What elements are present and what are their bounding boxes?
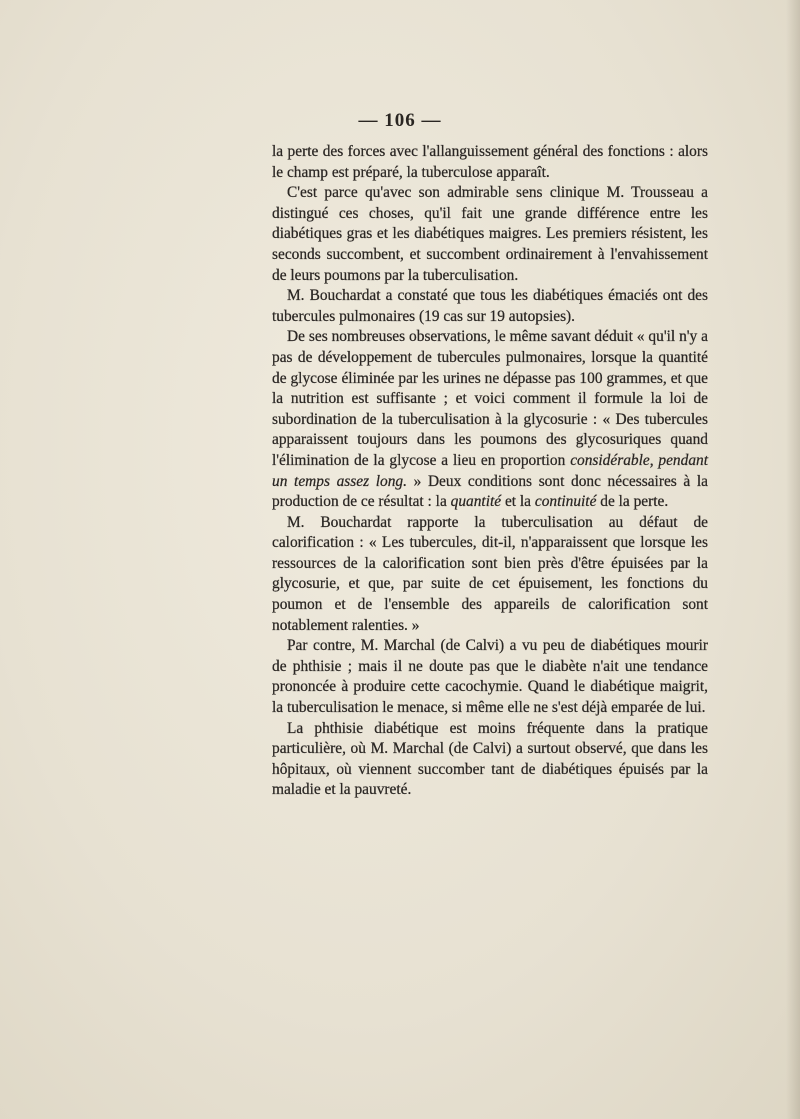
- paragraph-6: [272, 636, 708, 718]
- italic-text: considérable, pendant un temps assez long.: [272, 451, 708, 490]
- text-run: » Deux conditions sont donc nécessaires à la production de ce résultat : la: [272, 472, 709, 511]
- text-run: C'est parce qu'avec son admirable sens clinique M. Trousseau a distingué ces choses, qu'il fait une grande différence entre les diabétiques gras et les diabétiques maigres. Les premiers résistent, les seconds succombent, et succombent ordinairement à l'envahissement de leurs poumons par la tuberculisation.: [272, 184, 708, 284]
- paragraph-7: [272, 719, 708, 801]
- text-run: la perte des forces avec l'allanguissement général des fonctions : alors le champ est préparé, la tuberculose apparaît.: [272, 143, 708, 181]
- paragraph-4: [272, 327, 708, 512]
- page-edge-shadow: [786, 0, 800, 1119]
- italic-text: continuité: [534, 493, 597, 511]
- italic-text: quantité: [450, 493, 502, 511]
- text-run: Par contre, M. Marchal (de Calvi) a vu peu de diabétiques mourir de phthisie ; mais il ne doute pas que le diabète n'ait une tendance prononcée à produire cette cacochymie. Quand le diabétique maigrit, la tuberculisation le menace, si même elle ne s'est déjà emparée de lui.: [272, 637, 708, 717]
- paragraph-1: [272, 142, 708, 183]
- page-number: — 106 —: [358, 110, 442, 131]
- text-run: et la: [501, 493, 535, 511]
- text-run: La phthisie diabétique est moins fréquente dans la pratique particulière, où M. Marchal (de Calvi) a surtout observé, que dans les hôpitaux, où viennent succomber tant de diabétiques épuisés par la maladie et la pauvreté.: [272, 719, 708, 799]
- paragraph-5: [272, 513, 708, 637]
- paragraph-2: [272, 183, 708, 286]
- text-run: M. Bouchardat rapporte la tuberculisation au défaut de calorification : « Les tubercules, dit-il, n'apparaissent que lorsque les ressources de la calorification sont bien près d'être épuisées par la glycosurie, et que, par suite de cet épuisement, les fonctions du poumon et de l'ensemble des appareils de calorification sont notablement ralenties. »: [272, 513, 708, 634]
- body-text: [272, 142, 708, 801]
- text-run: M. Bouchardat a constaté que tous les diabétiques émaciés ont des tubercules pulmonaires (19 cas sur 19 autopsies).: [272, 287, 708, 325]
- text-run: De ses nombreuses observations, le même savant déduit « qu'il n'y a pas de développement de tubercules pulmonaires, lorsque la quantité de glycose éliminée par les urines ne dépasse pas 100 grammes, et que la nutrition est suffisante ; et voici comment il formule la loi de subordination de la tuberculisation à la glycosurie : « Des tubercules apparaissent toujours dans les poumons des glycosuriques quand l'élimination de la glycose a lieu en proportion: [272, 328, 708, 469]
- text-run: de la perte.: [596, 493, 669, 511]
- paragraph-3: [272, 286, 708, 327]
